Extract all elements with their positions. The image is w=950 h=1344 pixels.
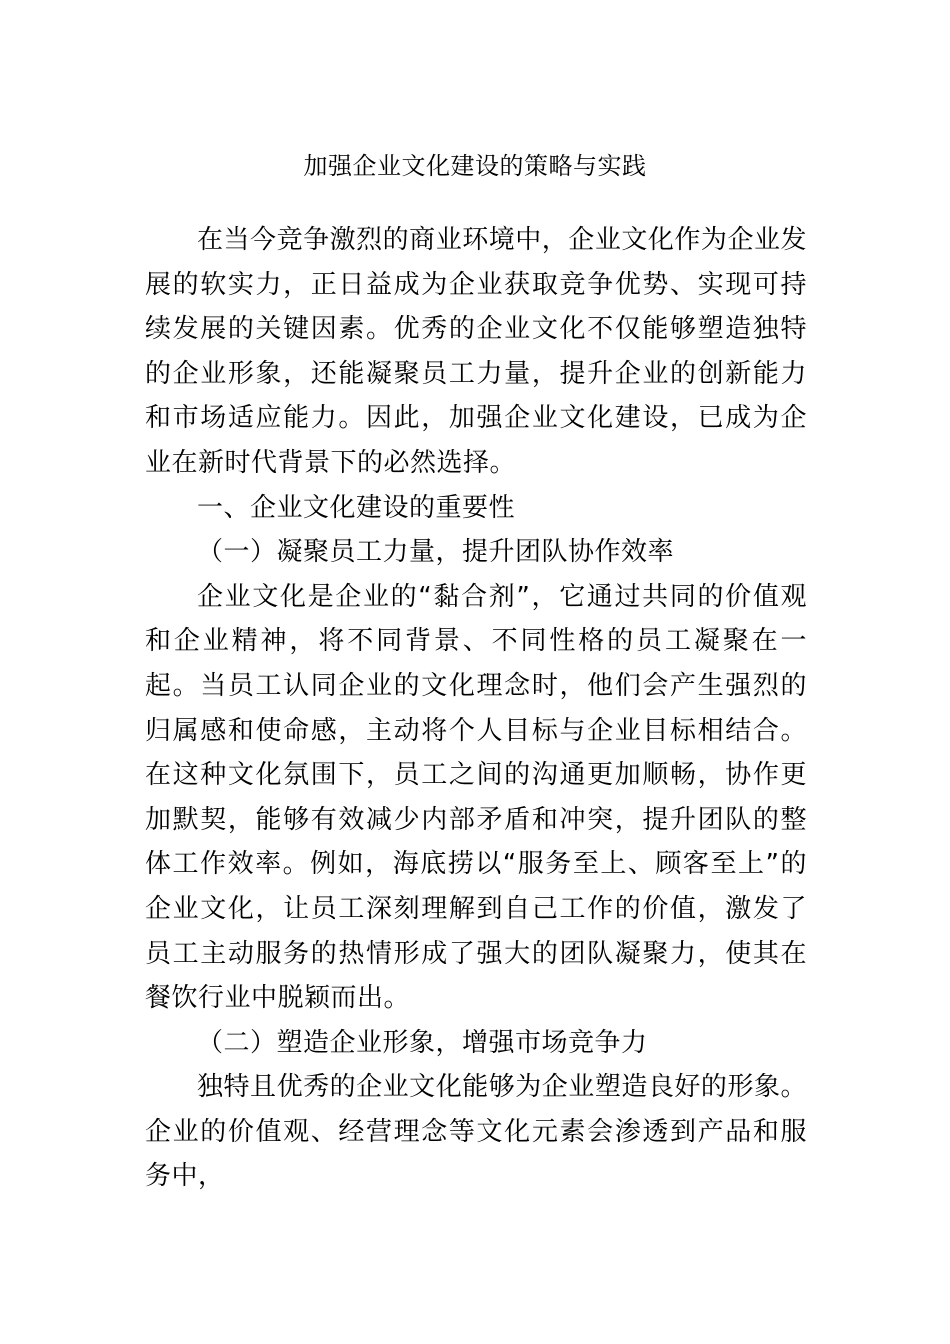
subsection-heading-2: （二）塑造企业形象，增强市场竞争力 <box>197 1027 648 1058</box>
subsection-2-paragraph: 独特且优秀的企业文化能够为企业塑造良好的形象。企业的价值观、经营理念等文化元素会渗透到产品和服务中， <box>145 1072 807 1192</box>
intro-paragraph: 在当今竞争激烈的商业环境中，企业文化作为企业发展的软实力，正日益成为企业获取竞争优势、实现可持续发展的关键因素。优秀的企业文化不仅能够塑造独特的企业形象，还能凝聚员工力量，提升企业的创新能力和市场适应能力。因此，加强企业文化建设，已成为企业在新时代背景下的必然选择。 <box>145 225 807 478</box>
subsection-heading-1: （一）凝聚员工力量，提升团队协作效率 <box>197 537 675 568</box>
subsection-1-paragraph: 企业文化是企业的“黏合剂”，它通过共同的价值观和企业精神，将不同背景、不同性格的员工凝聚在一起。当员工认同企业的文化理念时，他们会产生强烈的归属感和使命感，主动将个人目标与企业目标相结合。在这种文化氛围下，员工之间的沟通更加顺畅，协作更加默契，能够有效减少内部矛盾和冲突，提升团队的整体工作效率。例如，海底捞以“服务至上、顾客至上”的企业文化，让员工深刻理解到自己工作的价值，激发了员工主动服务的热情形成了强大的团队凝聚力，使其在餐饮行业中脱颖而出。 <box>145 581 807 1014</box>
document-body <box>145 218 807 1199</box>
section-heading-1: 一、企业文化建设的重要性 <box>197 492 516 523</box>
document-title: 加强企业文化建设的策略与实践 <box>303 152 647 180</box>
